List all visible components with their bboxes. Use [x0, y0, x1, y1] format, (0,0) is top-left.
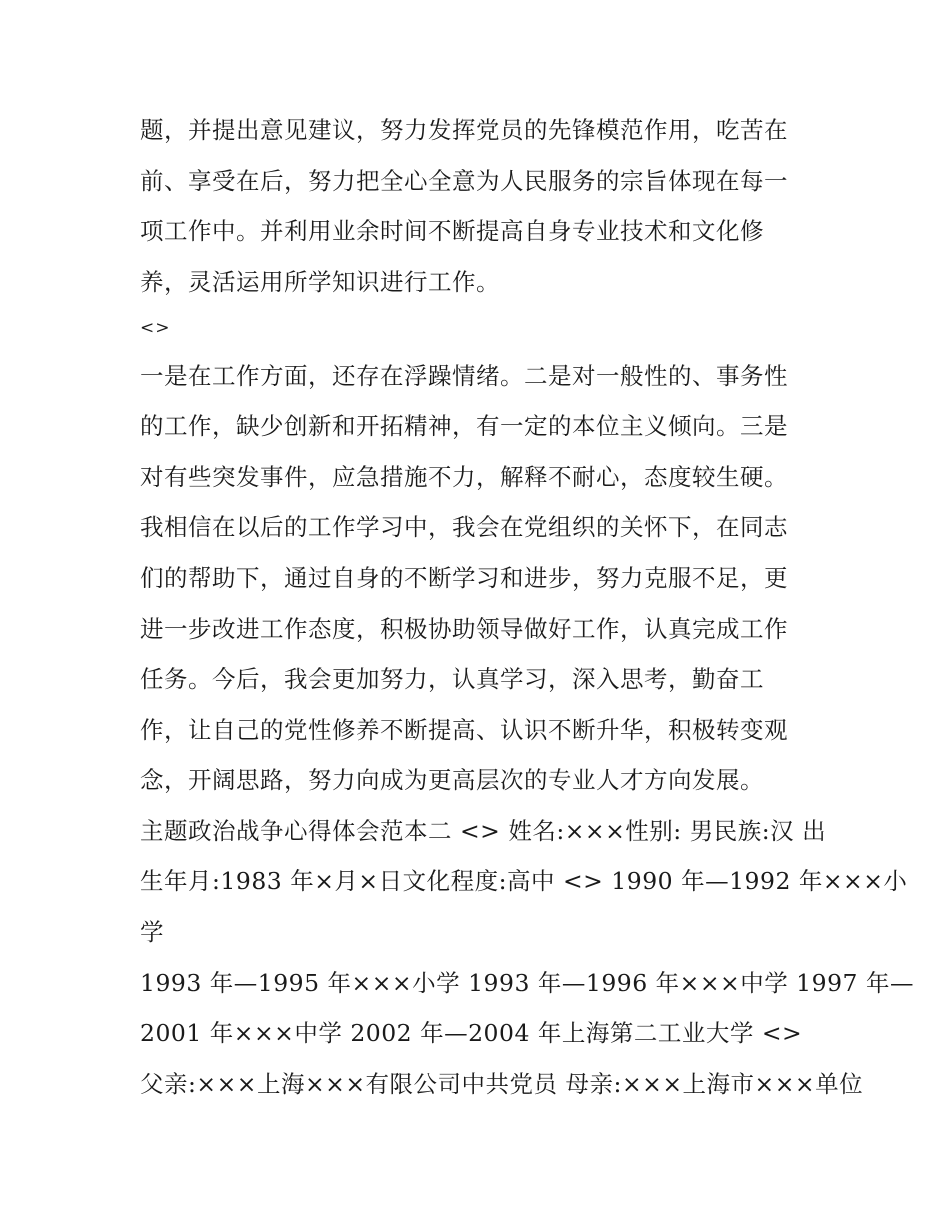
paragraph-line: 我相信在以后的工作学习中，我会在党组织的关怀下，在同志 — [140, 513, 788, 541]
paragraph-line: 的工作，缺少创新和开拓精神，有一定的本位主义倾向。三是 — [140, 412, 788, 440]
paragraph-line: 一是在工作方面，还存在浮躁情绪。二是对一般性的、事务性 — [140, 362, 788, 390]
paragraph-line: 学 — [140, 918, 164, 946]
paragraph-line: 前、享受在后，努力把全心全意为人民服务的宗旨体现在每一 — [140, 167, 788, 195]
paragraph-line: 念，开阔思路，努力向成为更高层次的专业人才方向发展。 — [140, 766, 764, 794]
paragraph-line: 生年月:1983 年×月×日文化程度:高中 <> 1990 年—1992 年×××小 — [140, 867, 908, 895]
paragraph-line: 任务。今后，我会更加努力，认真学习，深入思考，勤奋工 — [140, 665, 764, 693]
paragraph-line: 进一步改进工作态度，积极协助领导做好工作，认真完成工作 — [140, 615, 788, 643]
paragraph-line: 项工作中。并利用业余时间不断提高自身专业技术和文化修 — [140, 217, 764, 245]
paragraph-line: 主题政治战争心得体会范本二 <> 姓名:×××性别: 男民族:汉 出 — [140, 817, 827, 845]
paragraph-line: 1993 年—1995 年×××小学 1993 年—1996 年×××中学 1997 年— — [140, 969, 914, 997]
paragraph-line: 父亲:×××上海×××有限公司中共党员 母亲:×××上海市×××单位 — [140, 1070, 864, 1098]
paragraph-line: 对有些突发事件，应急措施不力，解释不耐心，态度较生硬。 — [140, 463, 788, 491]
section-marker: <> — [140, 318, 171, 338]
paragraph-line: 们的帮助下，通过自身的不断学习和进步，努力克服不足，更 — [140, 564, 788, 592]
paragraph-line: 作，让自己的党性修养不断提高、认识不断升华，积极转变观 — [140, 716, 788, 744]
paragraph-line: 2001 年×××中学 2002 年—2004 年上海第二工业大学 <> — [140, 1019, 803, 1047]
paragraph-line: 养，灵活运用所学知识进行工作。 — [140, 268, 500, 296]
paragraph-line: 题，并提出意见建议，努力发挥党员的先锋模范作用，吃苦在 — [140, 116, 788, 144]
